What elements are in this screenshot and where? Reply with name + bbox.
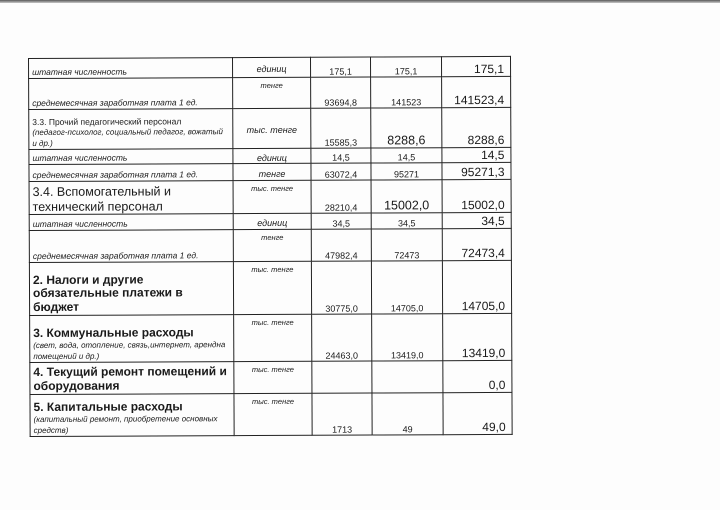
row-value-1: 34,5: [311, 213, 371, 229]
row-name: 4. Текущий ремонт помещений и оборудования: [30, 362, 234, 395]
row-name-cell: [30, 394, 234, 437]
row-name: штатная численность: [29, 214, 233, 231]
row-value-3: 141523,4: [442, 76, 511, 107]
table-row: [29, 228, 511, 262]
row-value-2: 175,1: [370, 57, 441, 77]
row-unit: тыс. тенге: [234, 314, 312, 361]
row-value-2: 49: [372, 393, 443, 435]
row-name: штатная численность: [29, 58, 233, 79]
row-value-2: 34,5: [371, 213, 442, 229]
row-value-3: 14,5: [442, 147, 511, 162]
table-row: [29, 260, 511, 315]
row-subtitle: (капитальный ремонт, приобретение основных средств): [33, 414, 218, 435]
row-value-1: 63072,4: [311, 163, 371, 180]
table-row: [29, 76, 511, 109]
row-name: 3. Коммунальные расходы: [33, 325, 194, 341]
budget-table: [28, 56, 513, 437]
row-value-1: 47982,4: [311, 229, 371, 261]
row-value-3: 14705,0: [442, 260, 511, 313]
row-unit: тенге: [233, 163, 311, 180]
row-value-1: [312, 361, 372, 393]
row-value-1: 30775,0: [311, 261, 371, 314]
row-value-2: 8288,6: [371, 108, 442, 148]
row-name: 3.3. Прочий педагогический персонал: [32, 116, 182, 128]
row-name-cell: [30, 315, 234, 363]
row-value-3: 95271,3: [442, 162, 511, 179]
row-name: среднемесячная заработная плата 1 ед.: [29, 230, 233, 263]
row-value-1: 175,1: [310, 57, 370, 77]
table-row: [30, 313, 512, 362]
row-unit: тыс. тенге: [233, 261, 311, 314]
row-value-3: 49,0: [443, 392, 512, 434]
row-value-3: 34,5: [442, 212, 511, 228]
row-value-1: 24463,0: [312, 314, 372, 361]
row-value-1: 14,5: [311, 148, 371, 163]
table-row: [29, 107, 511, 149]
row-unit: тыс. тенге: [234, 393, 312, 435]
row-value-3: 175,1: [441, 56, 510, 76]
row-value-3: 0,0: [443, 360, 512, 392]
table-row: [29, 179, 511, 214]
row-name-cell: [29, 109, 233, 150]
row-value-2: 95271: [371, 163, 442, 180]
row-value-2: 15002,0: [371, 180, 442, 213]
row-value-1: 93694,8: [311, 77, 371, 108]
row-unit: тенге: [233, 77, 311, 108]
table-row: [29, 162, 511, 181]
row-value-3: 15002,0: [442, 179, 511, 212]
row-value-3: 72473,4: [442, 228, 511, 260]
row-unit: тыс. тенге: [234, 361, 312, 393]
row-value-2: 14,5: [371, 148, 442, 163]
row-value-2: [372, 361, 443, 393]
table-row: [29, 56, 511, 78]
row-name: 3.4. Вспомогательный и технический персонал: [29, 181, 233, 215]
row-value-3: 13419,0: [443, 313, 512, 360]
row-name: среднемесячная заработная плата 1 ед.: [29, 164, 233, 182]
row-value-1: 1713: [312, 393, 372, 435]
table-row: [30, 360, 512, 394]
row-unit: тенге: [233, 229, 311, 261]
row-value-3: 8288,6: [442, 107, 511, 147]
row-value-2: 14705,0: [371, 261, 442, 314]
row-value-2: 141523: [371, 77, 442, 108]
row-unit: единиц: [233, 57, 311, 77]
row-unit: единиц: [233, 213, 311, 229]
row-subtitle: (педагог-психолог, социальный педагог, вожатый и др.): [32, 127, 224, 148]
row-unit: тыс. тенге: [233, 108, 311, 148]
row-name: 5. Капитальные расходы: [33, 399, 183, 415]
row-name: 2. Налоги и другие обязательные платежи в бюджет: [29, 262, 233, 316]
row-value-1: 15585,3: [311, 108, 371, 148]
table-row: [30, 392, 512, 436]
row-subtitle: (свет, вода, отопление, связь,интернет, арендна помещений и др.): [33, 340, 226, 361]
row-value-1: 28210,4: [311, 180, 371, 213]
row-name: среднемесячная заработная плата 1 ед.: [29, 78, 233, 110]
row-unit: тыс. тенге: [233, 180, 311, 213]
row-value-2: 72473: [371, 229, 442, 261]
row-name: штатная численность: [29, 149, 233, 165]
row-unit: единиц: [233, 148, 311, 163]
row-value-2: 13419,0: [372, 314, 443, 361]
scan-top-edge: [0, 0, 720, 3]
